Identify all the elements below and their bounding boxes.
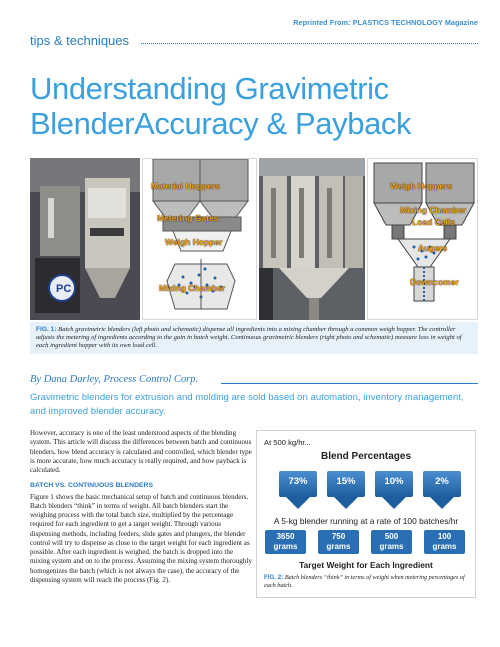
figure-2-label: FIG. 2: [264,574,284,581]
figure-1 [30,158,478,320]
body-column [30,429,252,591]
weight-value: 100 [437,532,452,541]
batch-blender-schematic [142,158,257,320]
figure-1-label: FIG. 1: [36,326,57,333]
figure-2-caption-text: Batch blenders “think” in terms of weight when metering percentages of each batch. [264,574,465,589]
figure-2-batch-rate: A 5-kg blender running at a rate of 100 batches/hr [273,516,459,526]
section-divider [141,43,478,44]
label-downcomer: Downcomer [410,277,459,287]
figure-2-target-label: Target Weight for Each Ingredient [299,560,433,570]
figure-1-caption [30,322,478,354]
weight-value: 500 [384,532,399,541]
figure-2 [256,430,476,598]
weight-value: 750 [331,532,346,541]
weight-box [265,530,306,554]
byline-divider [221,383,478,384]
label-metering-gates: Metering Gates [157,213,219,223]
label-weigh-hopper: Weigh Hopper [165,237,223,247]
weight-box [371,530,412,554]
batch-blender-photo [30,158,140,320]
weight-unit: grams [273,542,298,551]
percentage-arrow [430,497,454,509]
title-line-1: Understanding Gravimetric [30,71,389,106]
figure-1-caption-text: Batch gravimetric blenders (left photo and schematic) dispense all ingredients into a mixing chamber through a common weigh hopper. The controller adjusts the metering of ingredients according to the gain in batch weight. Continuous gravimetric blenders (right photo and schematic) measure loss in weight of each ingredient hopper with its own load cell. [36,326,462,349]
label-mixing-chamber: Mixing Chamber [159,283,226,293]
percentage-15: 15% [327,471,365,497]
weight-unit: grams [326,542,351,551]
svg-text:PC: PC [56,283,72,295]
title-line-2: BlenderAccuracy & Payback [30,106,412,141]
figure-2-rate: At 500 kg/hr... [264,438,311,447]
percentage-2: 2% [423,471,461,497]
percentage-arrow [286,497,310,509]
label-load-cells: Load Cells [412,217,455,227]
label-material-hoppers: Material Hoppers [151,181,220,191]
weight-box [318,530,359,554]
subheading: BATCH VS. CONTINUOUS BLENDERS [30,482,153,490]
percentage-arrow [334,497,358,509]
continuous-blender-photo [259,158,365,320]
reprint-credit: Reprinted From: PLASTICS TECHNOLOGY Magazine [293,18,478,27]
weight-unit: grams [432,542,457,551]
figure-2-title: Blend Percentages [320,451,412,462]
article-title [30,71,490,141]
byline: By Dana Darley, Process Control Corp. [30,374,199,385]
body-paragraph-1: However, accuracy is one of the least understood aspects of the blending system. This article will discuss the differences between batch and continuous blenders, how blend accuracy is calculated and controlled, which blender type is more accurate, how much accuracy is really required, and how payback is calculated. [30,429,252,474]
weight-box [424,530,465,554]
body-paragraph-2: Figure 1 shows the basic mechanical setup of batch and continuous blenders. Batch blenders “think” in terms of weight. All batch blenders start the weighing process with the total batch size, multiplied by the percentage required for each ingredient to get a target weight. Through various dispensing methods, including feeders, slide gates and plungers, the blender control will try to dispense as close to the target weight for each ingredient as possible. After each ingredient is weighed, the batch is dropped into the mixing system and on to the process. Assuming the mixing system thoroughly homogenizes the batch (which is not always the case), the accuracy of the dispensing system will reach the process (Fig. 2). [30,492,252,584]
weight-value: 3650 [276,532,295,541]
label-mixing-chamber-continuous: Mixing Chamber [400,205,467,215]
continuous-blender-schematic [367,158,478,320]
label-weigh-hoppers: Weigh Hoppers [390,181,453,191]
label-augers: Augers [418,243,448,253]
percentage-10: 10% [375,471,413,497]
section-label: tips & techniques [30,33,130,48]
percentage-arrow [382,497,406,509]
lead-paragraph: Gravimetric blenders for extrusion and molding are sold based on automation, inventory management, and improved blender accuracy. [30,392,464,417]
percentage-73: 73% [279,471,317,497]
figure-2-caption [264,574,469,589]
weight-unit: grams [379,542,404,551]
